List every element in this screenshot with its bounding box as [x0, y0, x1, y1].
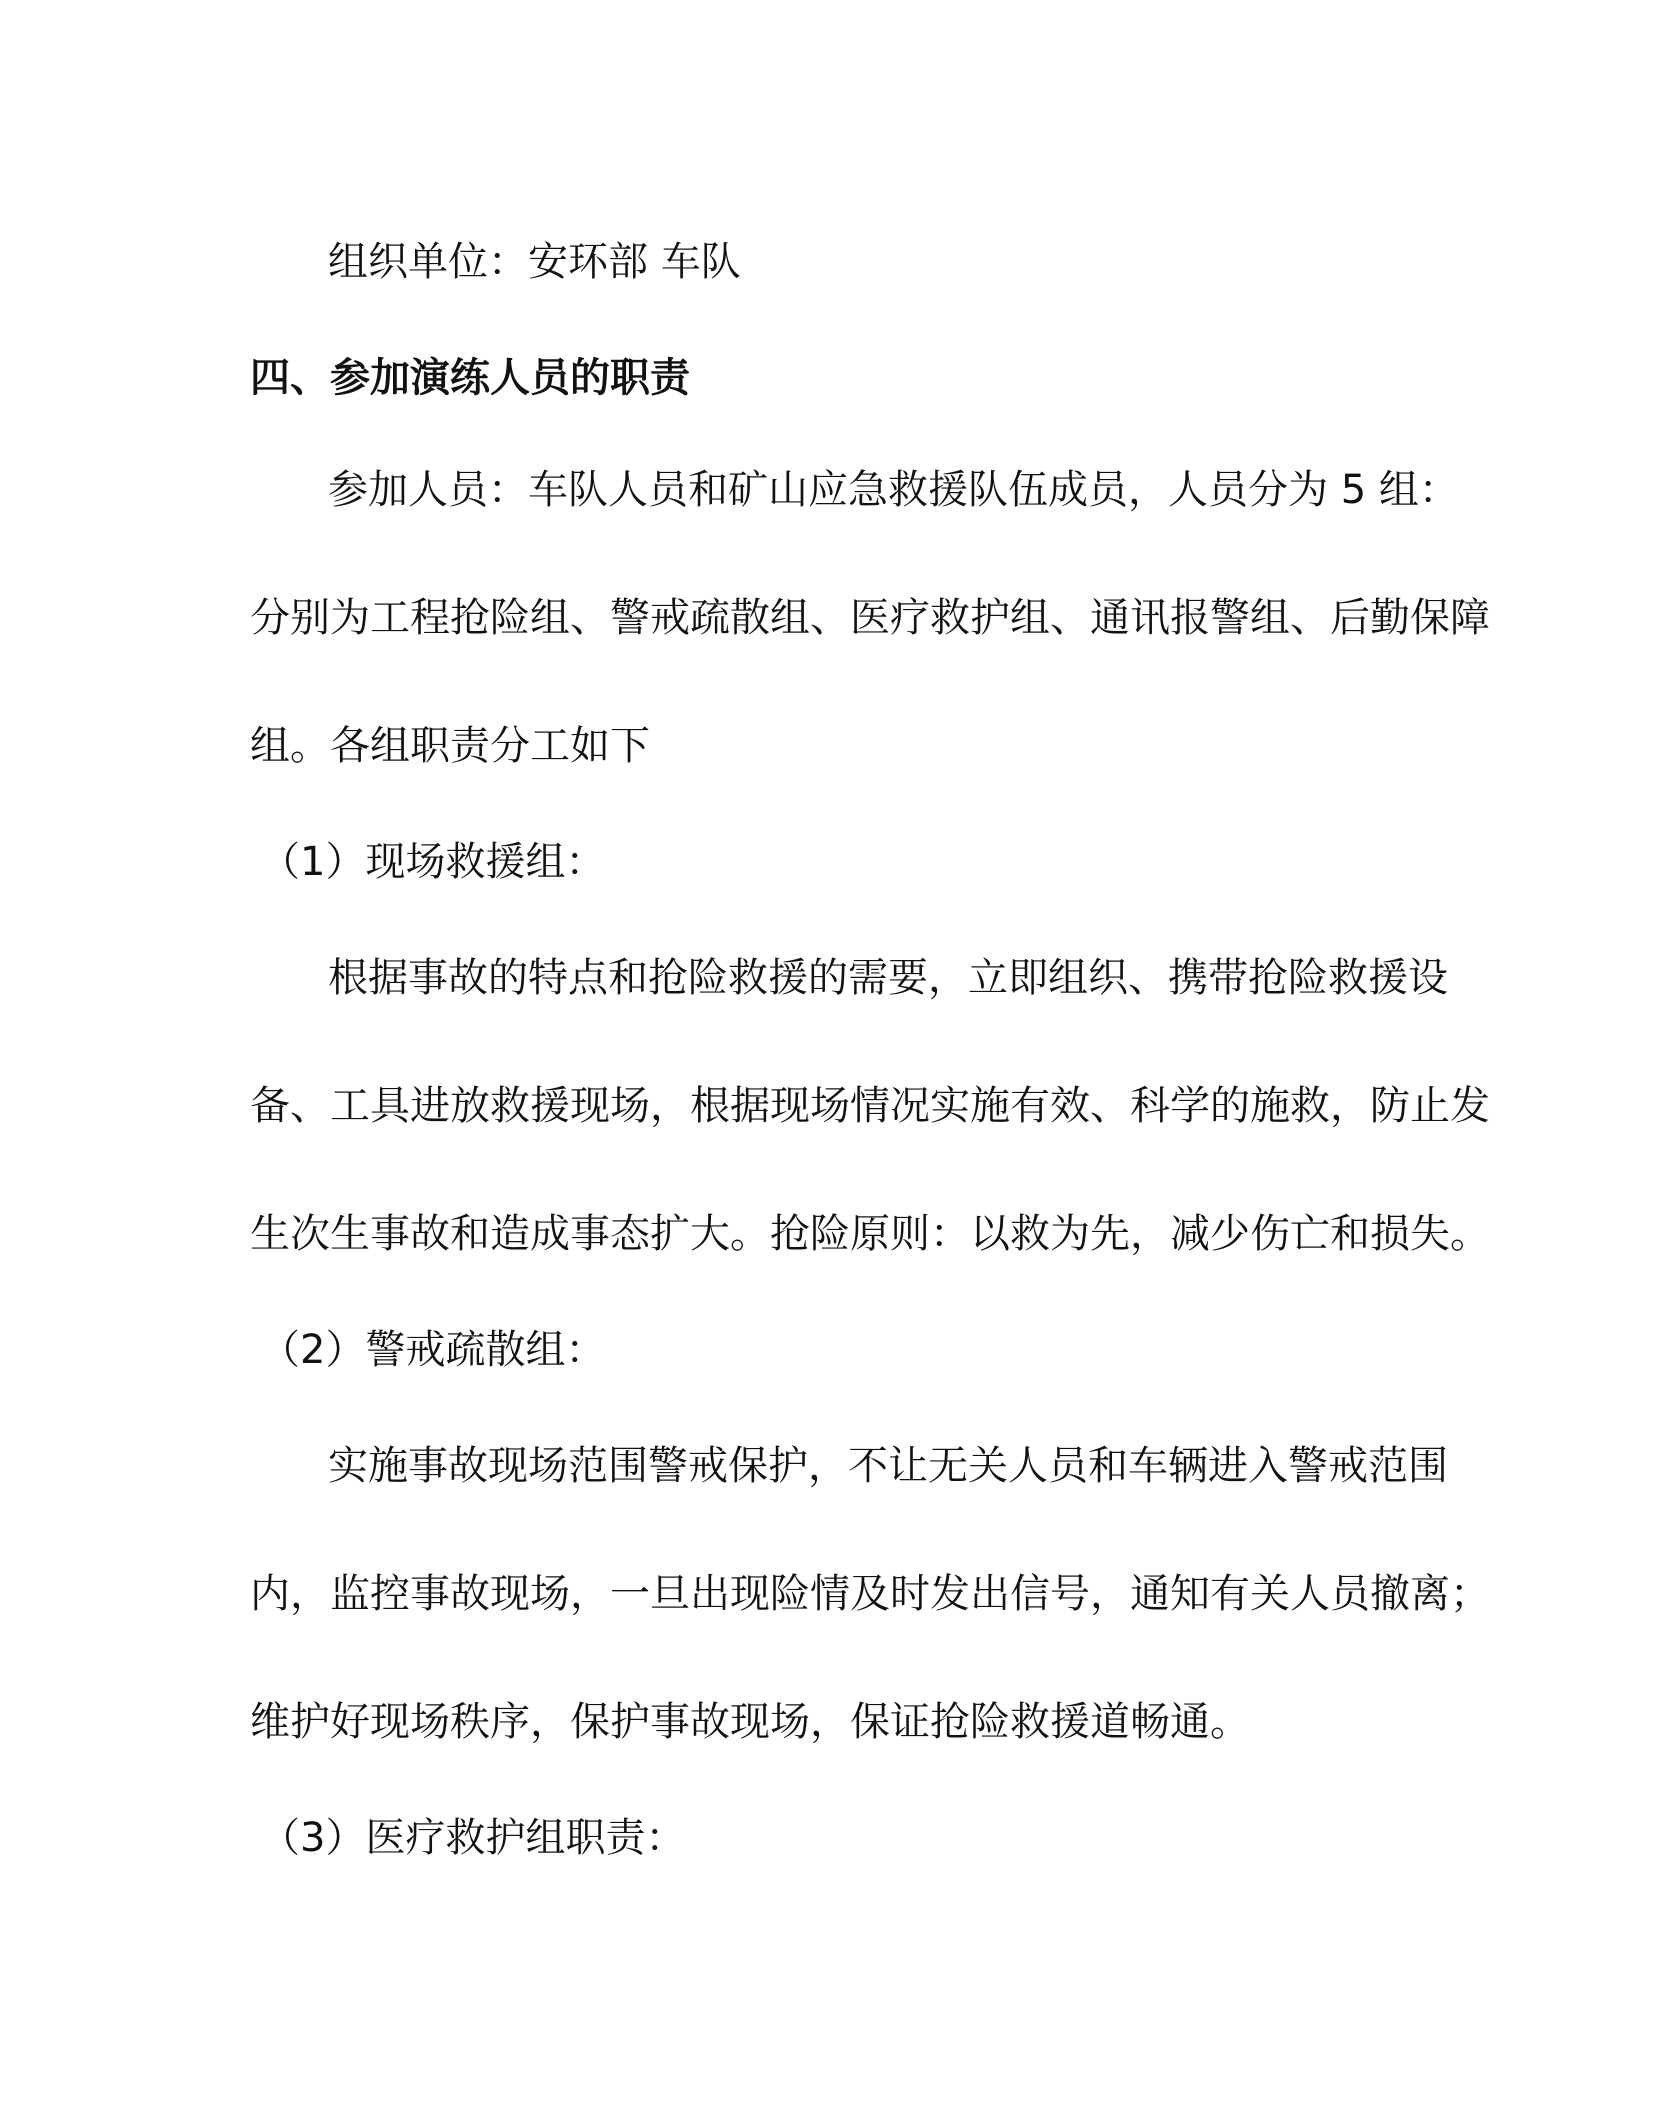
group-1-line-2: 备、工具进放救援现场，根据现场情况实施有效、科学的施救，防止发 [250, 1083, 1490, 1129]
group-1-line-3: 生次生事故和造成事态扩大。抢险原则：以救为先，减少伤亡和损失。 [250, 1211, 1490, 1257]
group-2-title: （2）警戒疏散组： [260, 1327, 606, 1373]
organizer-line: 组织单位：安环部 车队 [328, 239, 741, 285]
participants-line-1: 参加人员：车队人员和矿山应急救援队伍成员，人员分为 5 组： [328, 467, 1459, 513]
group-2-line-3: 维护好现场秩序，保护事故现场，保证抢险救援道畅通。 [250, 1699, 1250, 1745]
group-1-title: （1）现场救援组： [260, 839, 606, 885]
participants-line-2: 分别为工程抢险组、警戒疏散组、医疗救护组、通讯报警组、后勤保障 [250, 595, 1490, 641]
group-3-title: （3）医疗救护组职责： [260, 1815, 686, 1861]
section-heading: 四、参加演练人员的职责 [250, 355, 690, 401]
group-1-line-1: 根据事故的特点和抢险救援的需要，立即组织、携带抢险救援设 [328, 955, 1448, 1001]
participants-line-3: 组。各组职责分工如下 [250, 723, 650, 769]
group-2-line-2: 内，监控事故现场，一旦出现险情及时发出信号，通知有关人员撤离； [250, 1571, 1490, 1617]
group-2-line-1: 实施事故现场范围警戒保护，不让无关人员和车辆进入警戒范围 [328, 1443, 1448, 1489]
